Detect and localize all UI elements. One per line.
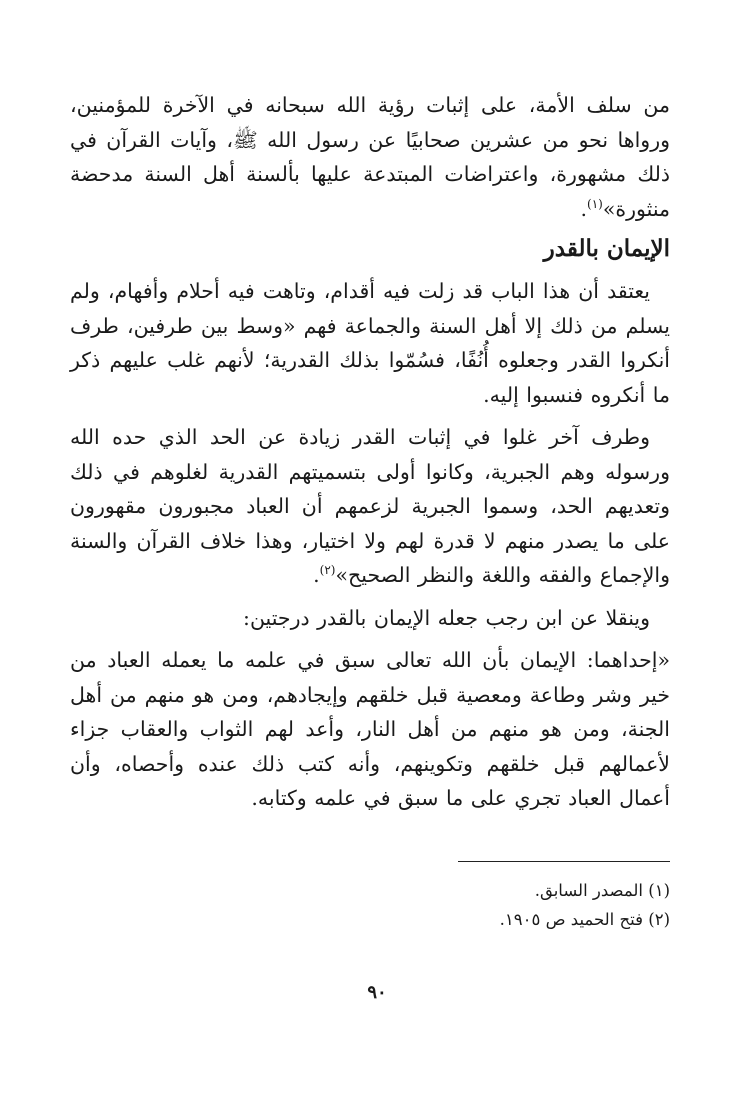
paragraph-tail: . bbox=[313, 563, 320, 587]
footnote-marker: (١) bbox=[648, 881, 670, 900]
footnote-ref-2[interactable]: (٢) bbox=[319, 563, 336, 578]
paragraph-ibn-rajab bbox=[70, 601, 670, 636]
footnote-text: فتح الحميد ص ١٩٠٥. bbox=[499, 910, 643, 929]
footnotes bbox=[500, 876, 670, 934]
paragraph-ru-yah: من سلف الأمة، على إثبات رؤية الله سبحانه في الآخرة للمؤمنين، ورواها نحو من عشرين صحابيًا عن رسول الله ﷺ، وآيات القرآن في ذلك مشهورة، واعتراضات المبتدعة عليها بألسنة أهل السنة مدحضة منثورة»$^{(١)}$. bbox=[70, 93, 670, 221]
section-heading: الإيمان بالقدر bbox=[543, 235, 670, 262]
page-number: ٩٠ bbox=[367, 982, 387, 1003]
footnote-ref-1[interactable]: (١) bbox=[587, 196, 603, 211]
page-body bbox=[70, 88, 670, 816]
footnote-2 bbox=[500, 905, 670, 934]
paragraph-qadar-intro bbox=[70, 274, 670, 412]
paragraph-jabriyya bbox=[70, 420, 670, 593]
footnote-text: المصدر السابق. bbox=[534, 881, 643, 900]
paragraph-text: يعتقد أن هذا الباب قد زلت فيه أقدام، وتاهت فيه أحلام وأفهام، ولم يسلم من ذلك إلا أهل السنة والجماعة فهم «وسط بين طرفين، طرف أنكروا القدر وجعلوه أُنُفًا، فسُمّوا بذلك القدرية؛ لأنهم غلب عليهم ذكر ما أنكروه فنسبوا إليه. bbox=[70, 279, 670, 407]
paragraph-quote-first-degree bbox=[70, 643, 670, 816]
footnote-marker: (٢) bbox=[648, 910, 670, 929]
paragraph-text: وينقلا عن ابن رجب جعله الإيمان بالقدر درجتين: bbox=[243, 605, 650, 630]
footnote-1 bbox=[500, 876, 670, 905]
footnote-divider bbox=[458, 861, 670, 862]
paragraph-text: من سلف الأمة، على إثبات رؤية الله سبحانه في الآخرة للمؤمنين، ورواها نحو من عشرين صحابيًا عن رسول الله ﷺ، وآيات القرآن في ذلك مشهورة، واعتراضات المبتدعة عليها بألسنة أهل السنة مدحضة منثورة» bbox=[70, 93, 670, 221]
paragraph-text: وطرف آخر غلوا في إثبات القدر زيادة عن الحد الذي حده الله ورسوله وهم الجبرية، وكانوا أولى بتسميتهم القدرية لغلوهم في ذلك وتعديهم الحد، وسموا الجبرية لزعمهم أن العباد مجبورون مقهورون على ما يصدر منهم لا قدرة لهم ولا اختيار، وهذا خلاف القرآن والسنة والإجماع والفقه واللغة والنظر الصحيح» bbox=[70, 425, 670, 587]
paragraph-text: «إحداهما: الإيمان بأن الله تعالى سبق في علمه ما يعمله العباد من خير وشر وطاعة ومعصية قبل خلقهم وإيجادهم، ومن هو منهم من أهل الجنة، ومن هو منهم من أهل النار، وأعد لهم الثواب والعقاب جزاء لأعمالهم قبل خلقهم وتكوينهم، وأنه كتب ذلك عنده وأحصاه، وأن أعمال العباد تجري على ما سبق في علمه وكتابه. bbox=[70, 648, 670, 810]
